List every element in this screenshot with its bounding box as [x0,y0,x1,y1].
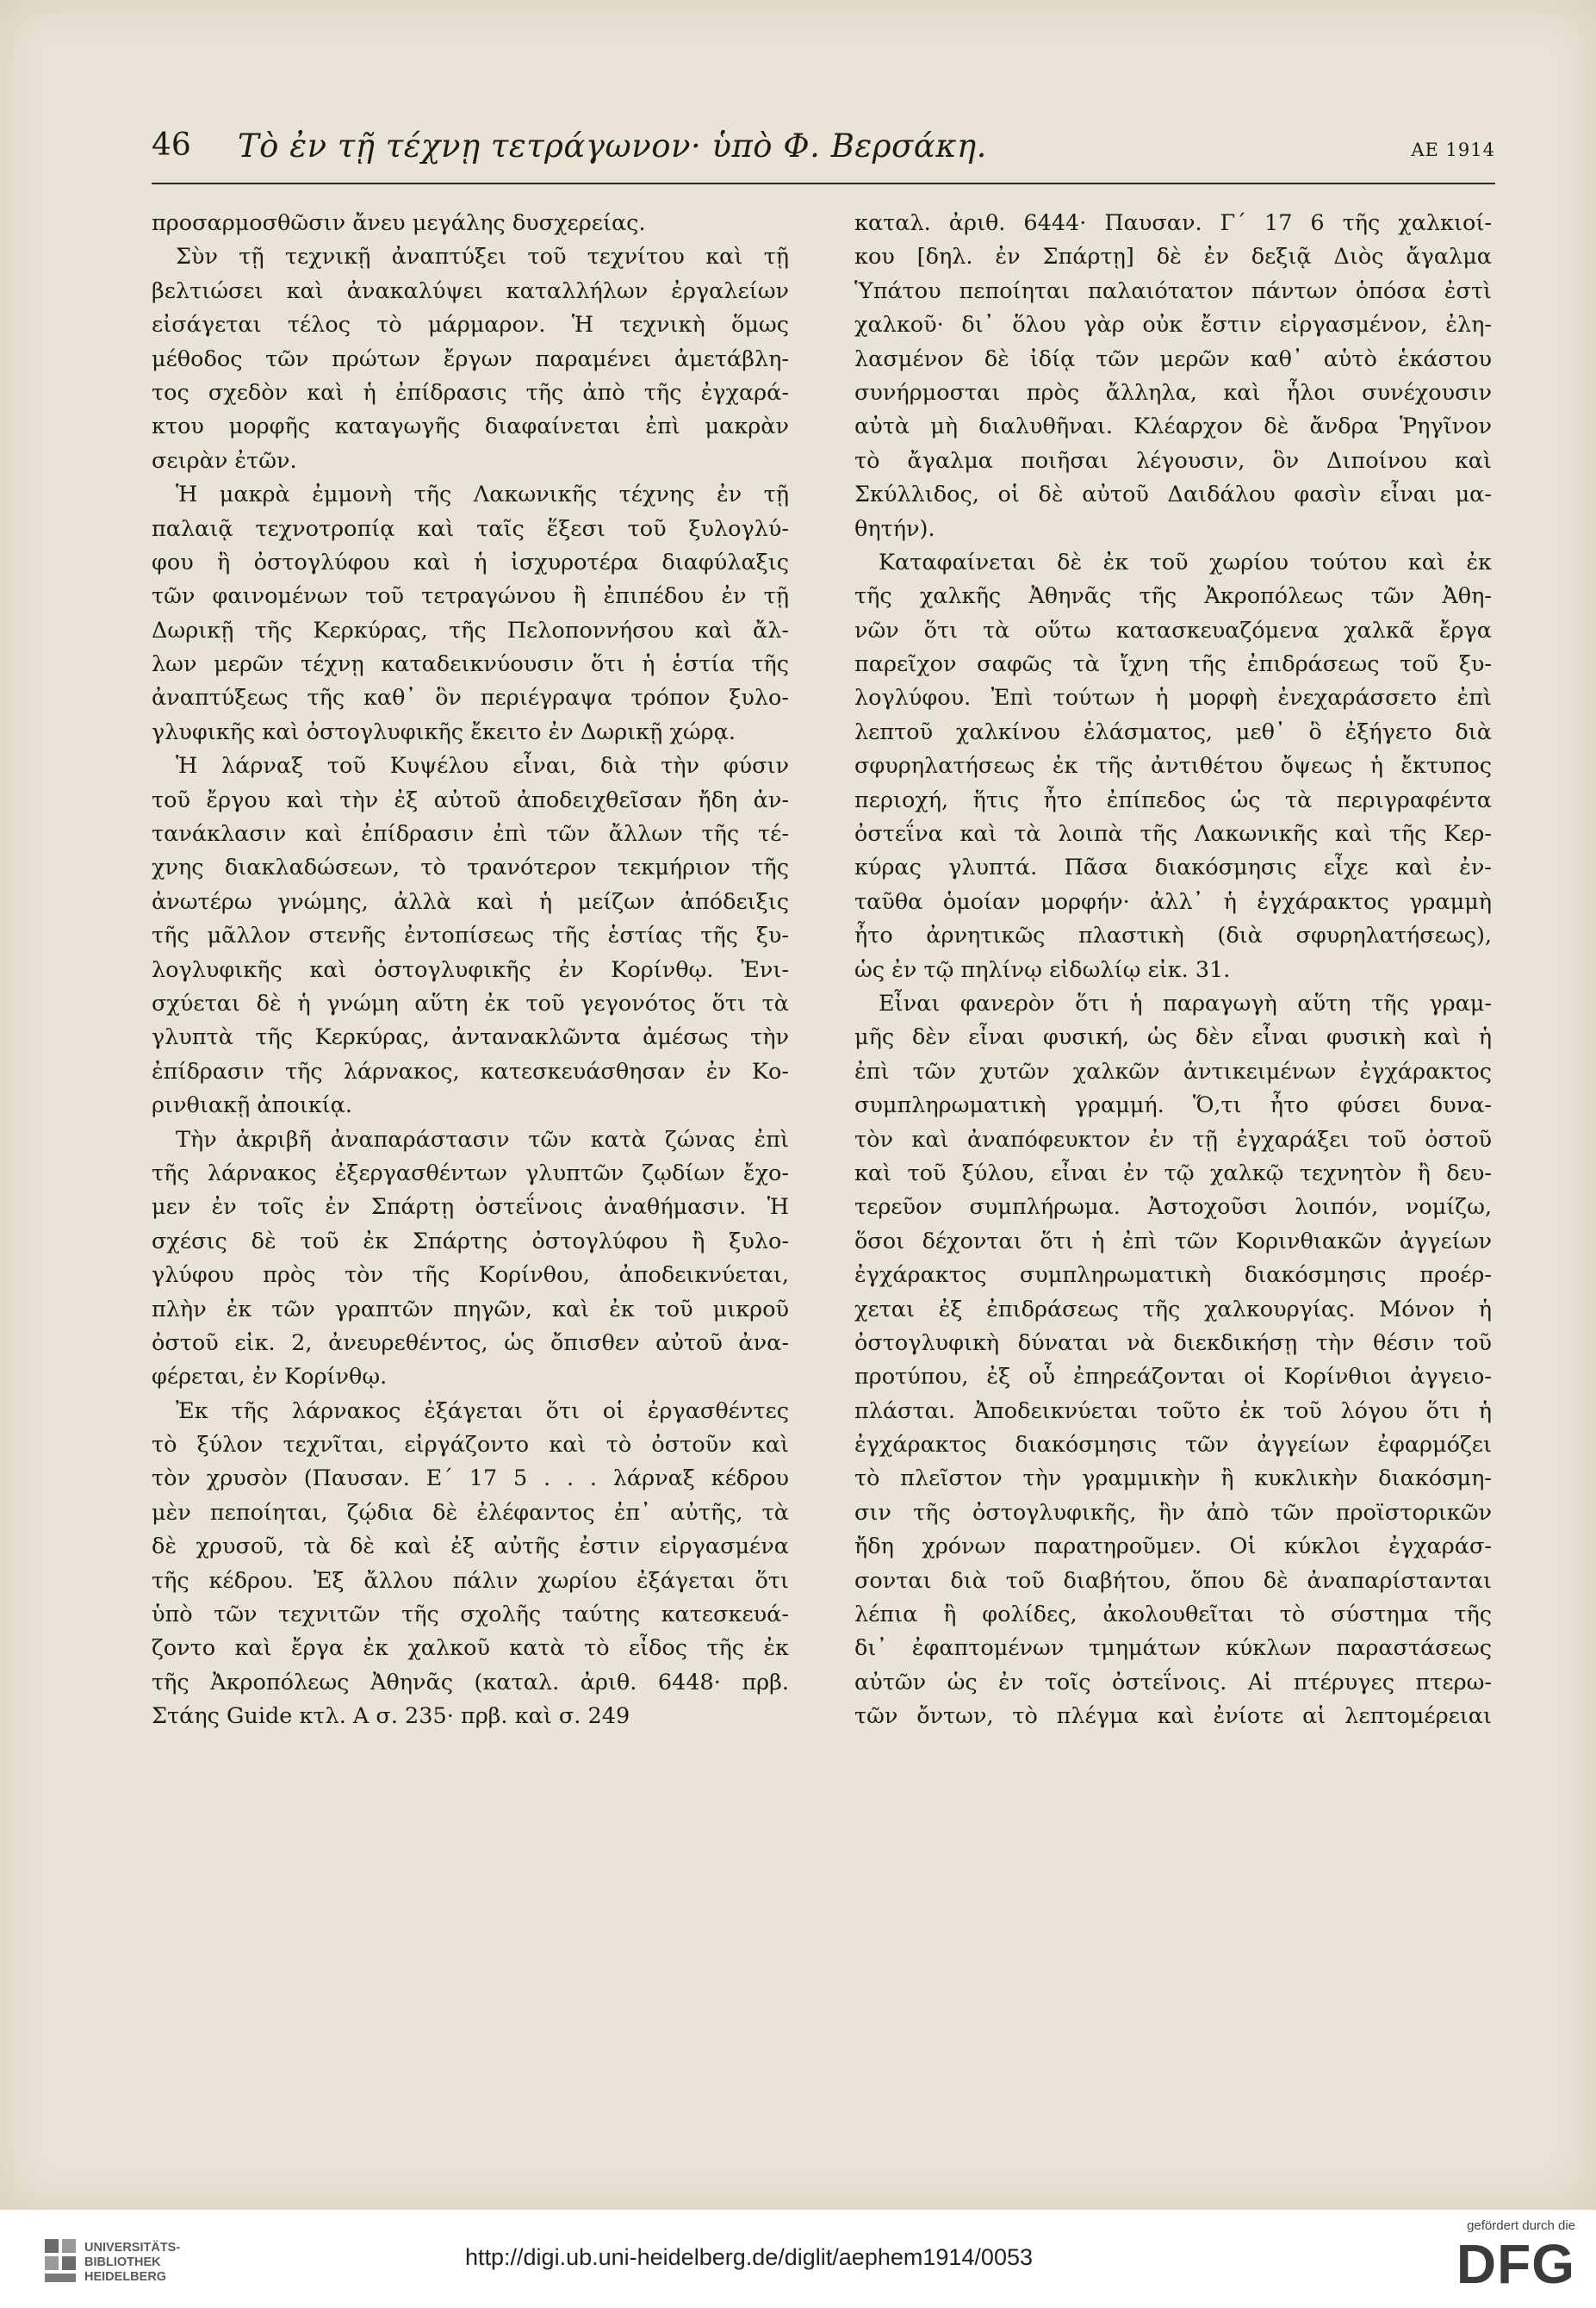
text-line: ὀστοῦ εἰκ. 2, ἀνευρεθέντος, ὡς ὄπισθεν αὐτοῦ ἀνα- [152,1329,789,1356]
text-line: γλυπτὰ τῆς Κερκύρας, ἀντανακλῶντα ἀμέσως τὴν [152,1024,789,1051]
text-line: μέθοδος τῶν πρώτων ἔργων παραμένει ἀμετάβλη- [152,345,789,372]
library-logo[interactable] [43,2237,224,2289]
text-line: σχέσις δὲ τοῦ ἐκ Σπάρτης ὀστογλύφου ἢ ξυλο- [152,1228,789,1254]
text-line: Σκύλλιδος, οἱ δὲ αὐτοῦ Δαιδάλου φασὶν εἶναι μα- [854,482,1492,508]
text-line: πλὴν ἐκ τῶν γραπτῶν πηγῶν, καὶ ἐκ τοῦ μικροῦ [152,1296,789,1322]
left-column [152,207,789,1734]
text-line: τῆς χαλκῆς Ἀθηνᾶς τῆς Ἀκροπόλεως τῶν Ἀθη- [854,583,1492,610]
text-line: ἐπίδρασιν τῆς λάρνακος, κατεσκευάσθησαν ἐν Κο- [152,1058,789,1085]
text-line: ὅσοι δέχονται ὅτι ἡ ἐπὶ τῶν Κορινθιακῶν ἀγγείων [854,1228,1492,1254]
dfg-wordmark: DFG [1456,2233,1575,2295]
text-line: ἐπὶ τῶν χυτῶν χαλκῶν ἀντικειμένων ἐγχάρακτος [854,1058,1492,1085]
text-line: ἐγχάρακτος συμπληρωματικὴ διακόσμησις προέρ- [854,1262,1492,1289]
text-line: βελτιώσει καὶ ἀνακαλύψει καταλλήλων ἐργαλείων [152,277,789,304]
text-line: τερεῦον συμπλήρωμα. Ἀστοχοῦσι λοιπόν, νομίζω, [854,1194,1492,1221]
text-line: νῶν ὅτι τὰ οὕτω κατασκευαζόμενα χαλκᾶ ἔργα [854,617,1492,644]
text-line: χεται ἐξ ἐπιδράσεως τῆς χαλκουργίας. Μόνον ἡ [854,1296,1492,1322]
page-header [152,128,1495,179]
running-title: Τὸ ἐν τῇ τέχνῃ τετράγωνον· ὑπὸ Φ. Βερσάκη. [238,128,987,165]
funded-by-label: gefördert durch die [1467,2218,1575,2233]
text-line: κτου μορφῆς καταγωγῆς διαφαίνεται ἐπὶ μακρὰν [152,414,789,440]
text-line: προσαρμοσθῶσιν ἄνευ μεγάλης δυσχερείας. [152,210,646,236]
text-line: σχύεται δὲ ἡ γνώμη αὕτη ἐκ τοῦ γεγονότος ὅτι τὰ [152,990,789,1017]
text-line: τὸ ξύλον τεχνῖται, εἰργάζοντο καὶ τὸ ὀστοῦν καὶ [152,1432,789,1459]
text-line: Τὴν ἀκριβῆ ἀναπαράστασιν τῶν κατὰ ζώνας ἐπὶ [176,1126,789,1153]
text-line: γλυφικῆς καὶ ὀστογλυφικῆς ἔκειτο ἐν Δωρικῇ χώρᾳ. [152,719,736,745]
text-line: λογλύφου. Ἐπὶ τούτων ἡ μορφὴ ἐνεχαράσσετο ἐπὶ [854,685,1492,712]
text-line: τῶν φαινομένων τοῦ τετραγώνου ἢ ἐπιπέδου ἐν τῇ [152,583,789,610]
text-line: Στάης Guide κτλ. Α σ. 235· πρβ. καὶ σ. 249 [152,1703,630,1730]
library-line-3: HEIDELBERG [84,2270,167,2284]
text-line: τὸ πλεῖστον τὴν γραμμικὴν ἢ κυκλικὴν διακόσμη- [854,1465,1492,1492]
text-line: μῆς δὲν εἶναι φυσική, ὡς δὲν εἶναι φυσικὴ καὶ ἡ [854,1024,1492,1051]
text-line: σφυρηλατήσεως ἐκ τῆς ἀντιθέτου ὄψεως ἡ ἔκτυπος [854,753,1492,780]
text-line: θητήν). [854,515,935,542]
text-line: πλάσται. Ἀποδεικνύεται τοῦτο ἐκ τοῦ λόγου ὅτι ἡ [854,1397,1492,1424]
text-line: δι᾽ ἐφαπτομένων τμημάτων κύκλων παραστάσεως [854,1635,1492,1662]
text-line: Καταφαίνεται δὲ ἐκ τοῦ χωρίου τούτου καὶ ἐκ [879,549,1492,575]
text-line: κου [δηλ. ἐν Σπάρτῃ] δὲ ἐν δεξιᾷ Διὸς ἄγαλμα [854,244,1492,271]
text-line: λογλυφικῆς καὶ ὀστογλυφικῆς ἐν Κορίνθῳ. Ἐνι- [152,956,789,983]
text-line: Ὑπάτου πεποίηται παλαιότατον πάντων ὁπόσα ἐστὶ [854,277,1492,304]
text-line: ταῦθα ὁμοίαν μορφήν· ἀλλ᾽ ἡ ἐγχάρακτος γραμμὴ [854,888,1492,915]
text-line: μὲν πεποίηται, ζῴδια δὲ ἐλέφαντος ἐπ᾽ αὐτῆς, τὰ [152,1499,789,1526]
text-line: φου ἢ ὀστογλύφου καὶ ἡ ἰσχυροτέρα διαφύλαξις [152,549,789,575]
text-line: σειρὰν ἐτῶν. [152,447,297,474]
text-line: κύρας γλυπτά. Πᾶσα διακόσμησις εἶχε καὶ ἐν- [854,855,1492,881]
header-rule [152,183,1495,184]
text-line: τὸν χρυσὸν (Παυσαν. Ε΄ 17 5 . . . λάρναξ κέδρου [152,1465,789,1492]
text-line: αὐτῶν ὡς ἐν τοῖς ὀστεΐνοις. Αἱ πτέρυγες πτερω- [854,1669,1492,1695]
text-line: ἤδη χρόνων παρατηροῦμεν. Οἱ κύκλοι ἐγχαράσ- [854,1533,1492,1560]
text-line: σιν τῆς ὀστογλυφικῆς, ἣν ἀπὸ τῶν προϊστορικῶν [854,1499,1492,1526]
library-seal-icon [43,2237,78,2286]
text-line: γλύφου πρὸς τὸν τῆς Κορίνθου, ἀποδεικνύεται, [152,1262,789,1289]
text-line: εἰσάγεται τέλος τὸ μάρμαρον. Ἡ τεχνικὴ ὅμως [152,312,789,339]
text-line: Ἡ λάρναξ τοῦ Κυψέλου εἶναι, διὰ τὴν φύσιν [176,753,789,780]
page-number: 46 [152,128,191,163]
text-line: λων μερῶν τέχνῃ καταδεικνύουσιν ὅτι ἡ ἑστία τῆς [152,651,789,678]
text-line: ὀστεΐνα καὶ τὰ λοιπὰ τῆς Λακωνικῆς καὶ τῆς Κερ- [854,821,1492,848]
text-line: ὑπὸ τῶν τεχνιτῶν τῆς σχολῆς ταύτης κατεσκευά- [152,1602,789,1628]
text-line: δὲ χρυσοῦ, τὰ δὲ καὶ ἐξ αὐτῆς ἐστιν εἰργασμένα [152,1533,789,1560]
text-line: Ἐκ τῆς λάρνακος ἐξάγεται ὅτι οἱ ἐργασθέντες [176,1397,789,1424]
text-line: σονται διὰ τοῦ διαβήτου, ὅπου δὲ ἀναπαρίστανται [854,1567,1492,1594]
text-line: τὸν καὶ ἀναπόφευκτον ἐν τῇ ἐγχαράξει τοῦ ὀστοῦ [854,1126,1492,1153]
text-line: παρεῖχον σαφῶς τὰ ἴχνη τῆς ἐπιδράσεως τοῦ ξυ- [854,651,1492,678]
text-line: ἦτο ἀρνητικῶς πλαστικὴ (διὰ σφυρηλατήσεως), [854,923,1492,949]
text-line: περιοχή, ἥτις ἦτο ἐπίπεδος ὡς τὰ περιγραφέντα [854,787,1492,813]
text-line: τῆς μᾶλλον στενῆς ἐντοπίσεως τῆς ἑστίας τῆς ξυ- [152,923,789,949]
text-line: συμπληρωματικὴ γραμμή. Ὅ,τι ἦτο φύσει δυνα- [854,1092,1492,1119]
text-line: αὐτὰ μὴ διαλυθῆναι. Κλέαρχον δὲ ἄνδρα Ῥηγῖνον [854,414,1492,440]
library-line-2: BIBLIOTHEK [84,2255,161,2269]
text-line: τανάκλασιν καὶ ἐπίδρασιν ἐπὶ τῶν ἄλλων τῆς τέ- [152,821,789,848]
text-line: τῆς κέδρου. Ἐξ ἄλλου πάλιν χωρίου ἐξάγεται ὅτι [152,1567,789,1594]
text-line: μεν ἐν τοῖς ἐν Σπάρτῃ ὀστεΐνοις ἀναθήμασιν. Ἡ [152,1194,789,1221]
text-line: λεπτοῦ χαλκίνου ἐλάσματος, μεθ᾽ ὃ ἐξήγετο διὰ [854,719,1492,745]
text-line: ρινθιακῇ ἀποικίᾳ. [152,1092,352,1119]
text-line: Σὺν τῇ τεχνικῇ ἀναπτύξει τοῦ τεχνίτου καὶ τῇ [176,244,789,271]
text-line: τος σχεδὸν καὶ ἡ ἐπίδρασις τῆς ἀπὸ τῆς ἐγχαρά- [152,379,789,406]
text-line: παλαιᾷ τεχνοτροπίᾳ καὶ ταῖς ἕξεσι τοῦ ξυλογλύ- [152,515,789,542]
text-line: Εἶναι φανερὸν ὅτι ἡ παραγωγὴ αὕτη τῆς γραμ- [879,990,1492,1017]
text-line: τῆς λάρνακος ἐξεργασθέντων γλυπτῶν ζῳδίων ἔχο- [152,1160,789,1186]
text-line: τῶν ὄντων, τὸ πλέγμα καὶ ἐνίοτε αἱ λεπτομέρειαι [854,1703,1492,1730]
library-name [84,2241,231,2285]
text-line: προτύπου, ἐξ οὗ ἐπηρεάζονται οἱ Κορίνθιοι ἀγγειο- [854,1364,1492,1390]
text-line: φέρεται, ἐν Κορίνθῳ. [152,1364,388,1390]
text-line: λέπια ἢ φολίδες, ἀκολουθεῖται τὸ σύστημα τῆς [854,1602,1492,1628]
right-column [854,207,1492,1734]
text-line: καταλ. ἀριθ. 6444· Παυσαν. Γ΄ 17 6 τῆς χαλκιοί- [854,210,1492,236]
footer-bar [0,2210,1596,2308]
text-line: χαλκοῦ· δι᾽ ὅλου γὰρ οὐκ ἔστιν εἰργασμένον, ἐλη- [854,312,1492,339]
text-line: ὡς ἐν τῷ πηλίνῳ εἰδωλίῳ εἰκ. 31. [854,956,1231,983]
permalink-url[interactable]: http://digi.ub.uni-heidelberg.de/diglit/aephem1914/0053 [465,2244,1033,2270]
text-line: ἀναπτύξεως τῆς καθ᾽ ὃν περιέγραψα τρόπον ξυλο- [152,685,789,712]
text-line: λασμένον δὲ ἰδίᾳ τῶν μερῶν καθ᾽ αὑτὸ ἑκάστου [854,345,1492,372]
text-line: καὶ τοῦ ξύλου, εἶναι ἐν τῷ χαλκῷ τεχνητὸν ἢ δευ- [854,1160,1492,1186]
text-line: Ἡ μακρὰ ἐμμονὴ τῆς Λακωνικῆς τέχνης ἐν τῇ [176,482,789,508]
dfg-logo [1403,2218,1575,2305]
text-line: τὸ ἄγαλμα ποιῆσαι λέγουσιν, ὃν Διποίνου καὶ [854,447,1492,474]
text-line: χνης διακλαδώσεων, τὸ τρανότερον τεκμήριον τῆς [152,855,789,881]
text-line: ὀστογλυφικὴ δύναται νὰ διεκδικήσῃ τὴν θέσιν τοῦ [854,1329,1492,1356]
text-line: συνήρμοσται πρὸς ἄλληλα, καὶ ἧλοι συνέχουσιν [854,379,1492,406]
text-line: τοῦ ἔργου καὶ τὴν ἐξ αὐτοῦ ἀποδειχθεῖσαν ἤδη ἀν- [152,787,789,813]
journal-code: ΑΕ 1914 [1411,140,1495,160]
library-line-1: UNIVERSITÄTS- [84,2241,181,2255]
text-line: τῆς Ἀκροπόλεως Ἀθηνᾶς (καταλ. ἀριθ. 6448· πρβ. [152,1669,789,1695]
text-line: ἀνωτέρω γνώμης, ἀλλὰ καὶ ἡ μείζων ἀπόδειξις [152,888,789,915]
text-line: ζοντο καὶ ἔργα ἐκ χαλκοῦ κατὰ τὸ εἶδος τῆς ἐκ [152,1635,789,1662]
text-line: Δωρικῇ τῆς Κερκύρας, τῆς Πελοποννήσου καὶ ἄλ- [152,617,789,644]
text-line: ἐγχάρακτος διακόσμησις τῶν ἀγγείων ἐφαρμόζει [854,1432,1492,1459]
